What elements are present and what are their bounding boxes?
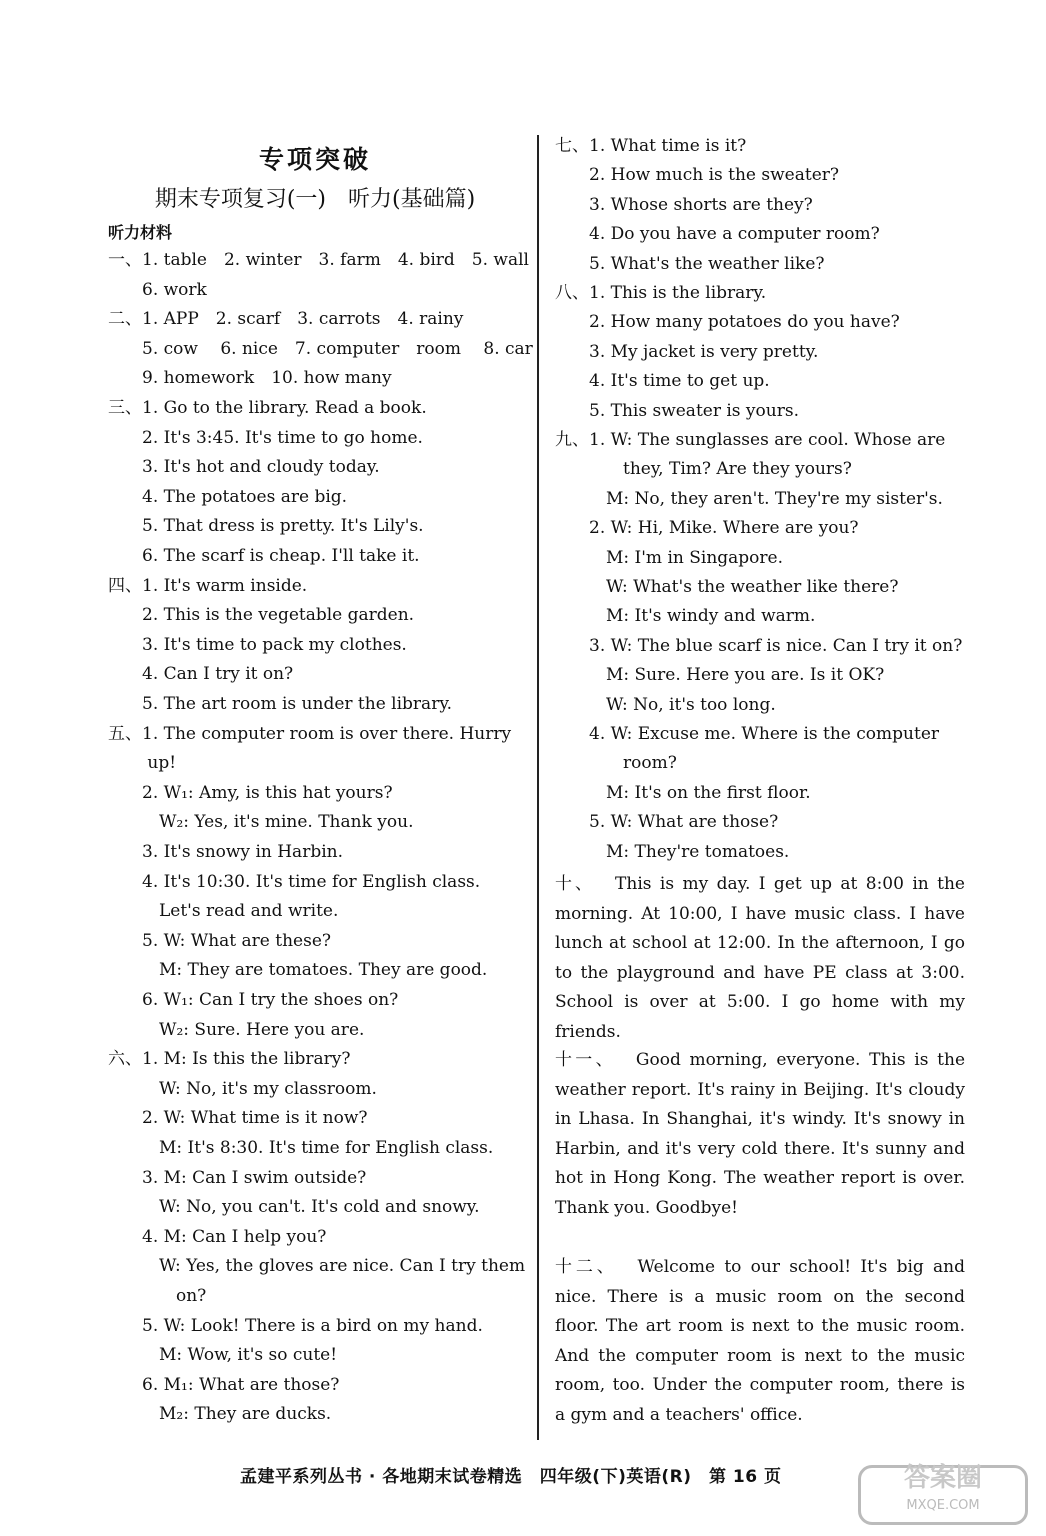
text-line: 四、1. It's warm inside. (108, 575, 308, 596)
text-line: 2. W: What time is it now? (108, 1108, 368, 1129)
text-line: 6. W₁: Can I try the shoes on? (108, 990, 399, 1010)
text-line: 八、1. This is the library. (555, 283, 767, 303)
text-line: M: Sure. Here you are. Is it OK? (555, 665, 885, 686)
listening-material-heading: 听力材料 (108, 223, 173, 242)
passage-text: Welcome to our school! It's big and nice. There is a music room on the second floor. The art room is next to the music room. And the computer room is next to the music room, too. Under the computer room, there is a gym and a teachers' office. (555, 1257, 965, 1425)
passage-label: 十一、 (555, 1050, 616, 1070)
text-line: M: No, they aren't. They're my sister's. (555, 488, 943, 509)
text-line: 七、1. What time is it? (555, 136, 747, 156)
text-line: 4. Do you have a computer room? (555, 224, 880, 245)
watermark-logo (858, 1465, 1028, 1525)
text-line: Let's read and write. (108, 901, 339, 922)
text-line: 4. Can I try it on? (108, 664, 294, 685)
text-line: up! (108, 753, 177, 774)
passage-11 (555, 1046, 965, 1223)
text-line: 5. W: What are these? (108, 930, 332, 951)
text-line: room? (555, 753, 677, 774)
text-line: 三、1. Go to the library. Read a book. (108, 398, 427, 418)
text-line: 2. W₁: Amy, is this hat yours? (108, 782, 393, 803)
text-line: 5. What's the weather like? (555, 253, 825, 274)
text-line: M: They are tomatoes. They are good. (108, 960, 488, 981)
text-line: W: No, you can't. It's cold and snowy. (108, 1197, 480, 1218)
text-line: W: No, it's too long. (555, 694, 776, 715)
column-divider (537, 135, 539, 1440)
text-line: 2. W: Hi, Mike. Where are you? (555, 518, 859, 539)
text-line: M: They're tomatoes. (555, 841, 790, 862)
section-subtitle: 期末专项复习(一) 听力(基础篇) (154, 187, 476, 212)
text-line: 2. How much is the sweater? (555, 165, 839, 186)
text-line: 5. W: What are those? (555, 812, 779, 833)
text-line: M: Wow, it's so cute! (108, 1345, 338, 1366)
passage-12 (555, 1253, 965, 1430)
page-footer: 孟建平系列丛书 · 各地期末试卷精选 四年级(下)英语(R) 第 16 页 (240, 1467, 782, 1487)
text-line: W₂: Sure. Here you are. (108, 1019, 365, 1040)
passage-10 (555, 870, 965, 1047)
text-line: 九、1. W: The sunglasses are cool. Whose are (555, 430, 946, 450)
text-line: 3. Whose shorts are they? (555, 194, 813, 215)
text-line: 3. It's time to pack my clothes. (108, 634, 407, 655)
text-line: 4. It's 10:30. It's time for English class. (108, 871, 481, 892)
text-line: 6. The scarf is cheap. I'll take it. (108, 546, 420, 566)
text-line: 4. It's time to get up. (555, 371, 770, 392)
text-line: W: Yes, the gloves are nice. Can I try them (108, 1256, 526, 1277)
text-line: 2. This is the vegetable garden. (108, 605, 415, 626)
text-line: 5. cow 6. nice 7. computer room 8. car (108, 338, 533, 359)
text-line: 五、1. The computer room is over there. Hurry (108, 723, 512, 744)
text-line: on? (108, 1286, 207, 1306)
text-line: 六、1. M: Is this the library? (108, 1049, 351, 1070)
text-line: 5. That dress is pretty. It's Lily's. (108, 516, 424, 537)
text-line: 3. M: Can I swim outside? (108, 1167, 367, 1188)
text-line: 4. W: Excuse me. Where is the computer (555, 724, 940, 744)
passage-text: Good morning, everyone. This is the weather report. It's rainy in Beijing. It's cloudy in Lhasa. In Shanghai, it's windy. It's snowy in Harbin, and it's very cold there. It's sunny and hot in Hong Kong. The weather report is over. Thank you. Goodbye! (555, 1050, 966, 1218)
text-line: 2. How many potatoes do you have? (555, 312, 900, 333)
text-line: 3. It's hot and cloudy today. (108, 457, 380, 478)
text-line: 5. W: Look! There is a bird on my hand. (108, 1315, 483, 1336)
text-line: M: It's windy and warm. (555, 606, 816, 627)
text-line: 2. It's 3:45. It's time to go home. (108, 427, 423, 448)
text-line: 4. M: Can I help you? (108, 1226, 327, 1247)
text-line: M₂: They are ducks. (108, 1404, 332, 1425)
text-line: M: It's on the first floor. (555, 782, 811, 803)
text-line: M: It's 8:30. It's time for English class. (108, 1138, 494, 1158)
text-line: 一、1. table 2. winter 3. farm 4. bird 5. wall (108, 250, 529, 270)
text-line: 3. It's snowy in Harbin. (108, 842, 343, 862)
text-line: 5. This sweater is yours. (555, 400, 799, 421)
text-line: they, Tim? Are they yours? (555, 459, 852, 480)
text-line: 5. The art room is under the library. (108, 694, 453, 714)
text-line: 6. M₁: What are those? (108, 1374, 340, 1395)
passage-label: 十、 (555, 874, 596, 894)
text-line: 3. W: The blue scarf is nice. Can I try it on? (555, 635, 963, 656)
text-line: 6. work (108, 279, 207, 300)
text-line: W: No, it's my classroom. (108, 1078, 377, 1099)
passage-text: This is my day. I get up at 8:00 in the morning. At 10:00, I have music class. I have lunch at school at 12:00. In the afternoon, I go to the playground and have PE class at 3:00. School is over at 5:00. I go home with my friends. (555, 874, 965, 1042)
text-line: 9. homework 10. how many (108, 368, 392, 389)
text-line: 4. The potatoes are big. (108, 486, 348, 507)
text-line: W₂: Yes, it's mine. Thank you. (108, 812, 414, 833)
passage-label: 十二、 (555, 1257, 618, 1277)
text-line: 二、1. APP 2. scarf 3. carrots 4. rainy (108, 309, 464, 330)
watermark-url: MXQE.COM (906, 1498, 980, 1513)
page-title: 专项突破 (258, 145, 371, 174)
watermark-logo-text: 答案圈 (903, 1463, 982, 1493)
text-line: W: What's the weather like there? (555, 577, 899, 597)
text-line: 3. My jacket is very pretty. (555, 341, 819, 362)
text-line: M: I'm in Singapore. (555, 547, 783, 568)
